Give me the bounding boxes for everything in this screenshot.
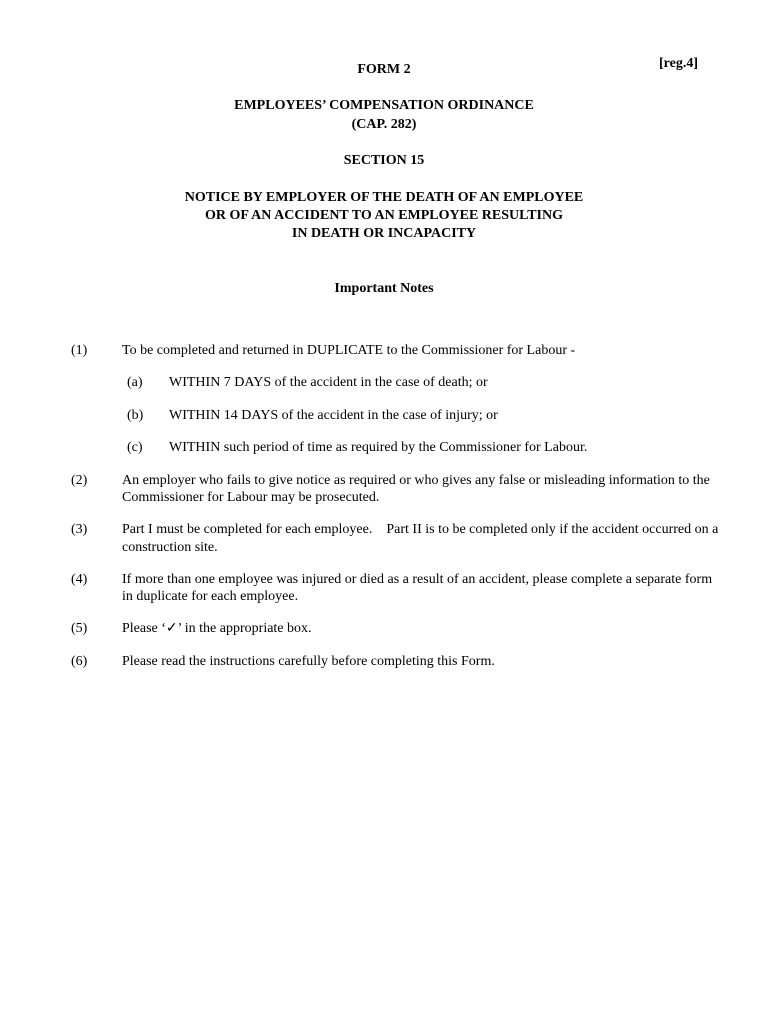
section-number: SECTION 15 <box>343 153 425 168</box>
ordinance-title: EMPLOYEES’ COMPENSATION ORDINANCE <box>234 98 534 113</box>
note-text-line-1: Part I must be completed for each employee. Part II is to be completed only if the accident occurred on a <box>122 522 719 537</box>
note-number: (4) <box>71 572 88 587</box>
note-text-line-2: in duplicate for each employee. <box>122 589 299 604</box>
note-number: (6) <box>71 654 88 669</box>
regulation-reference: [reg.4] <box>659 56 698 71</box>
note-number: (5) <box>71 621 88 636</box>
notice-title-line-1: NOTICE BY EMPLOYER OF THE DEATH OF AN EMPLOYEE <box>184 190 584 205</box>
note-text-line-1: An employer who fails to give notice as required or who gives any false or misleading information to the <box>122 473 710 488</box>
notice-title-line-2: OR OF AN ACCIDENT TO AN EMPLOYEE RESULTING <box>205 208 563 223</box>
chapter-number: (CAP. 282) <box>351 117 417 132</box>
note-text-line-2: construction site. <box>122 540 218 555</box>
note-number: (1) <box>71 343 88 358</box>
note-text: To be completed and returned in DUPLICATE to the Commissioner for Labour - <box>122 343 576 358</box>
subnote-text: WITHIN 7 DAYS of the accident in the case of death; or <box>169 375 488 390</box>
form-number: FORM 2 <box>357 62 411 77</box>
note-text: Please ‘✓’ in the appropriate box. <box>122 621 312 636</box>
notice-title-line-3: IN DEATH OR INCAPACITY <box>291 226 477 241</box>
subnote-letter: (a) <box>127 375 143 390</box>
subnote-letter: (b) <box>127 408 144 423</box>
note-text-line-1: If more than one employee was injured or died as a result of an accident, please complete a separate form <box>122 572 713 587</box>
subnote-letter: (c) <box>127 440 143 455</box>
note-number: (3) <box>71 522 88 537</box>
note-text: Please read the instructions carefully before completing this Form. <box>122 654 495 669</box>
note-text-line-2: Commissioner for Labour may be prosecuted. <box>122 490 380 505</box>
subnote-text: WITHIN 14 DAYS of the accident in the case of injury; or <box>169 408 498 423</box>
subnote-text: WITHIN such period of time as required by the Commissioner for Labour. <box>169 440 588 455</box>
note-number: (2) <box>71 473 88 488</box>
notes-heading: Important Notes <box>334 281 434 296</box>
